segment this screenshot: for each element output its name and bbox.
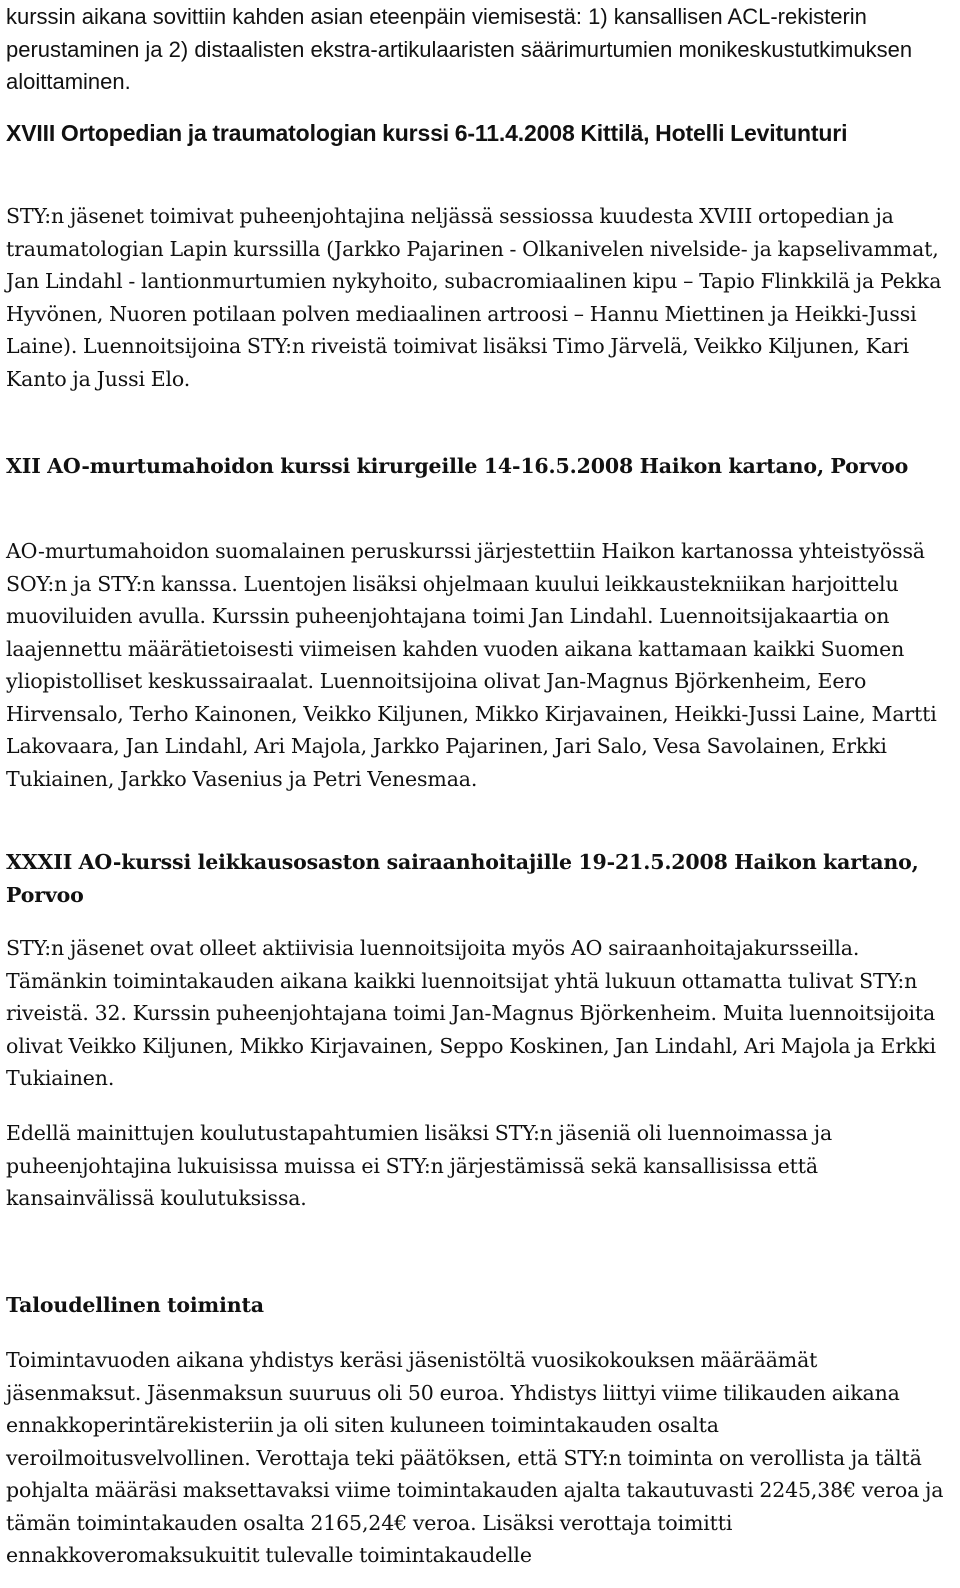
section-xxxii-body: STY:n jäsenet ovat olleet aktiivisia luennoitsijoita myös AO sairaanhoitajakursseilla. Tämänkin toimintakauden aikana kaikki luennoitsijat yhtä lukuun ottamatta tulivat STY:n riveistä. 32. Kurssin puheenjohtajana toimi Jan-Magnus Björkenheim. Muita luennoitsijoita olivat Veikko Kiljunen, Mikko Kirjavainen, Seppo Koskinen, Jan Lindahl, Ari Majola ja Erkki Tukiainen. (6, 936, 936, 1090)
section-xxxii-heading: XXXII AO-kurssi leikkausosaston sairaanhoitajille 19-21.5.2008 Haikon kartano, Porvoo (6, 850, 919, 907)
intro-paragraph: kurssin aikana sovittiin kahden asian eteenpäin viemisestä: 1) kansallisen ACL-rekisterin perustaminen ja 2) distaalisten ekstra-artikulaaristen säärimurtumien monikeskustutkimuksen aloittaminen. (6, 4, 913, 94)
section-xii-heading: XII AO-murtumahoidon kurssi kirurgeille 14-16.5.2008 Haikon kartano, Porvoo (6, 454, 909, 478)
section-xviii-body: STY:n jäsenet toimivat puheenjohtajina neljässä sessiossa kuudesta XVIII ortopedian ja traumatologian Lapin kurssilla (Jarkko Pajarinen - Olkanivelen nivelside- ja kapselivammat, Jan Lindahl - lantionmurtumien nykyhoito, subacromiaalinen kipu – Tapio Flinkkilä ja Pekka Hyvönen, Nuoren potilaan polven mediaalinen artroosi – Hannu Miettinen ja Heikki-Jussi Laine). Luennoitsijoina STY:n riveistä toimivat lisäksi Timo Järvelä, Veikko Kiljunen, Kari Kanto ja Jussi Elo. (6, 204, 942, 391)
other-paragraph: Edellä mainittujen koulutustapahtumien lisäksi STY:n jäseniä oli luennoimassa ja puheenjohtajina lukuisissa muissa ei STY:n järjestämissä sekä kansallisissa että kansainvälissä koulutuksissa. (6, 1121, 833, 1210)
finance-body: Toimintavuoden aikana yhdistys keräsi jäsenistöltä vuosikokouksen määräämät jäsenmaksut. Jäsenmaksun suuruus oli 50 euroa. Yhdistys liittyi viime tilikauden aikana ennakkoperintärekisteriin ja oli siten kuluneen toimintakauden osalta veroilmoitusvelvollinen. Verottaja teki päätöksen, että STY:n toiminta on verollista ja tältä pohjalta määräsi maksettavaksi viime toimintakauden ajalta takautuvasti 2245,38€ veroa ja tämän toimintakauden osalta 2165,24€ veroa. Lisäksi verottaja toimitti ennakkoveromaksukuitit tulevalle toimintakaudelle (6, 1348, 944, 1567)
finance-heading: Taloudellinen toiminta (6, 1293, 264, 1317)
section-xii-body: AO-murtumahoidon suomalainen peruskurssi järjestettiin Haikon kartanossa yhteistyössä SOY:n ja STY:n kanssa. Luentojen lisäksi ohjelmaan kuului leikkaustekniikan harjoittelu muoviluiden avulla. Kurssin puheenjohtajana toimi Jan Lindahl. Luennoitsijakaartia on laajennettu määrätietoisesti viimeisen kahden vuoden aikana kattamaan kaikki Suomen yliopistolliset keskussairaalat. Luennoitsijoina olivat Jan-Magnus Björkenheim, Eero Hirvensalo, Terho Kainonen, Veikko Kiljunen, Mikko Kirjavainen, Heikki-Jussi Laine, Martti Lakovaara, Jan Lindahl, Ari Majola, Jarkko Pajarinen, Jari Salo, Vesa Savolainen, Erkki Tukiainen, Jarkko Vasenius ja Petri Venesmaa. (6, 539, 937, 791)
section-xviii-heading: XVIII Ortopedian ja traumatologian kurssi 6-11.4.2008 Kittilä, Hotelli Levitunturi (6, 120, 848, 146)
